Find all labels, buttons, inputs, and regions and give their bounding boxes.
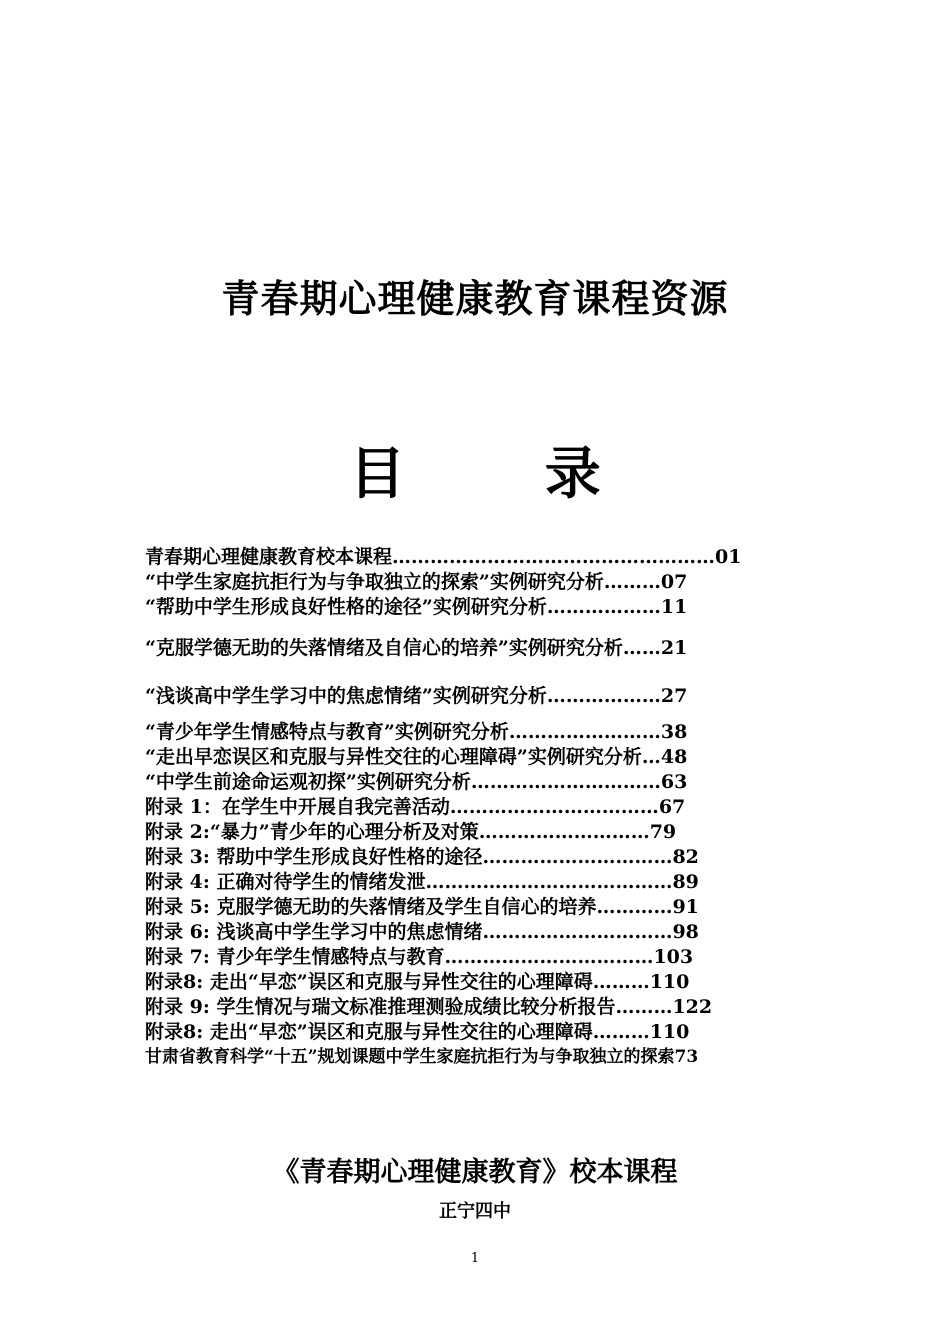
toc-entry[interactable]: “中学生家庭抗拒行为与争取独立的探索”实例研究分析………07 xyxy=(145,571,688,593)
school-name: 正宁四中 xyxy=(439,1201,511,1222)
toc-entry[interactable]: “克服学德无助的失落情绪及自信心的培养”实例研究分析……21 xyxy=(145,637,688,659)
toc-entry[interactable]: 附录 5: 克服学德无助的失落情绪及学生自信心的培养…………91 xyxy=(145,896,699,918)
toc-entry[interactable]: 附录 2:“暴力”青少年的心理分析及对策………………………79 xyxy=(145,821,677,843)
toc-entry[interactable]: “帮助中学生形成良好性格的途径”实例研究分析………………11 xyxy=(145,596,688,618)
toc-entry[interactable]: 附录 3: 帮助中学生形成良好性格的途径…………………………82 xyxy=(145,846,699,868)
main-title: 青春期心理健康教育课程资源 xyxy=(221,277,729,321)
toc-entry[interactable]: 附录 6: 浅谈高中学生学习中的焦虑情绪…………………………98 xyxy=(145,921,699,943)
toc-entry[interactable]: “走出早恋误区和克服与异性交往的心理障碍”实例研究分析…48 xyxy=(145,746,688,768)
page-number: 1 xyxy=(470,1251,480,1266)
toc-entry[interactable]: 附录 7: 青少年学生情感特点与教育……………………………103 xyxy=(145,946,694,968)
toc-entry[interactable]: “青少年学生情感特点与教育”实例研究分析……………………38 xyxy=(145,721,688,743)
toc-entry-wrapped[interactable]: 甘肃省教育科学“十五”规划课题中学生家庭抗拒行为与争取独立的探索73 xyxy=(145,1047,699,1067)
toc-entry[interactable]: 附录 4: 正确对待学生的情绪发泄…………………………………89 xyxy=(145,871,699,893)
toc-entry[interactable]: 青春期心理健康教育校本课程……………………………………………01 xyxy=(145,546,742,568)
toc-entry[interactable]: 附录8: 走出“早恋”误区和克服与异性交往的心理障碍………110 xyxy=(145,1021,690,1043)
toc-heading: 目 录 xyxy=(349,442,661,507)
course-subtitle: 《青春期心理健康教育》校本课程 xyxy=(272,1157,678,1188)
toc-entry[interactable]: 附录8: 走出“早恋”误区和克服与异性交往的心理障碍………110 xyxy=(145,971,690,993)
toc-entry[interactable]: “浅谈高中学生学习中的焦虑情绪”实例研究分析………………27 xyxy=(145,685,688,707)
toc-entry[interactable]: “中学生前途命运观初探”实例研究分析…………………………63 xyxy=(145,771,688,793)
toc-entry[interactable]: 附录 1：在学生中开展自我完善活动……………………………67 xyxy=(145,796,686,818)
toc-entry[interactable]: 附录 9: 学生情况与瑞文标准推理测验成绩比较分析报告………122 xyxy=(145,996,713,1018)
